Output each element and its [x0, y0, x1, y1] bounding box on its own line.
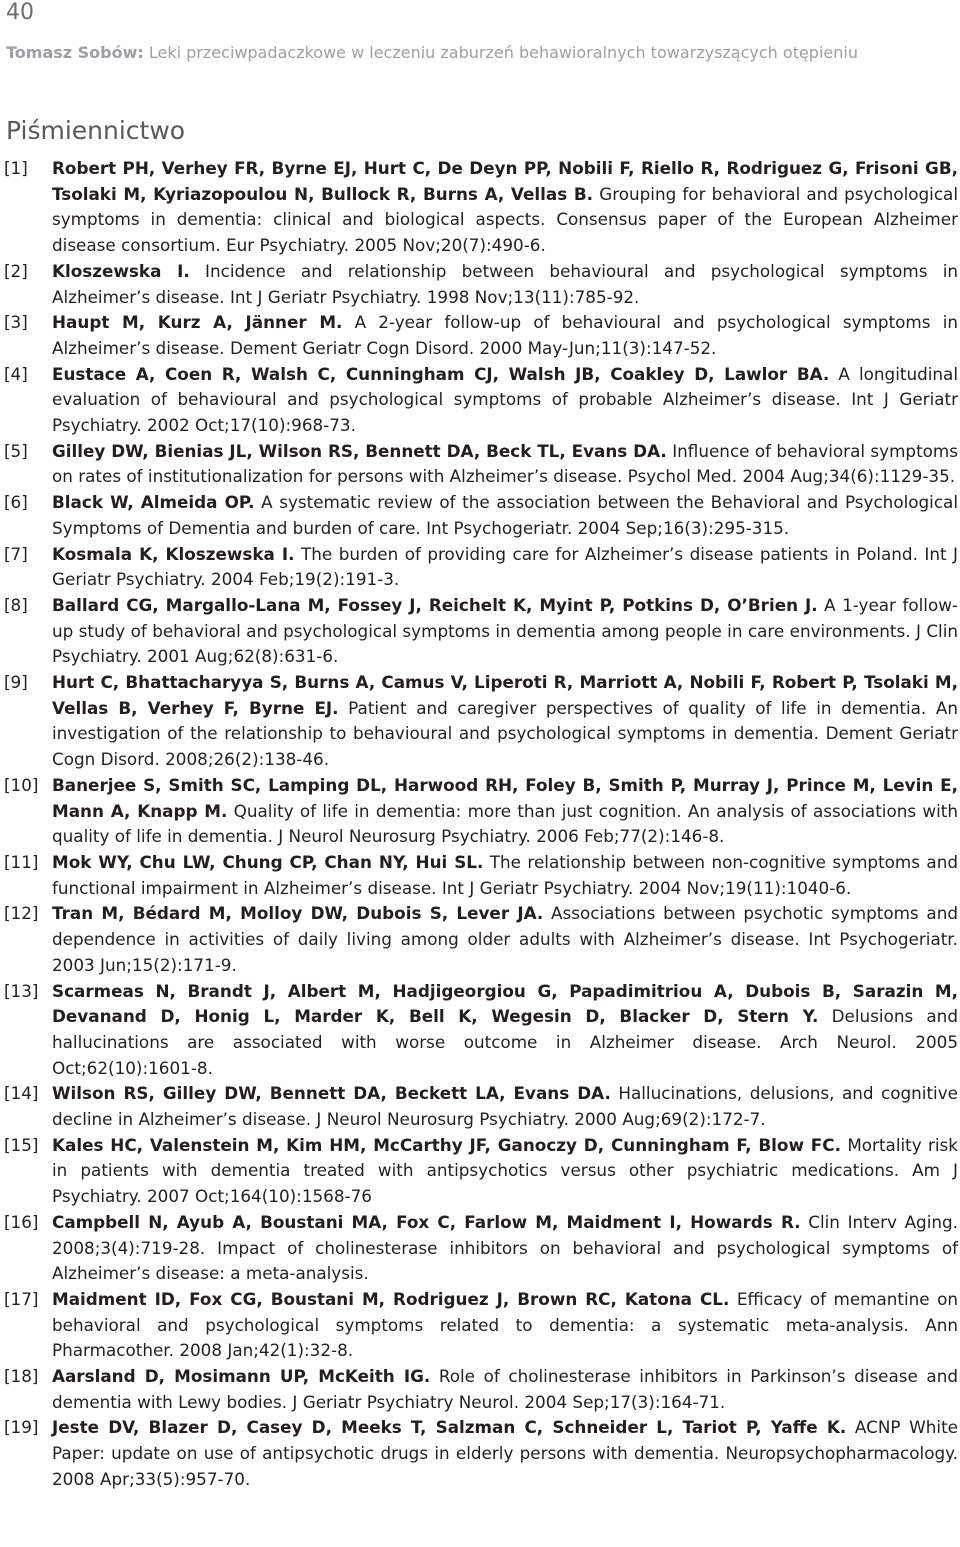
reference-authors: Scarmeas N, Brandt J, Albert M, Hadjigeorgiou G, Papadimitriou A, Dubois B, Sarazin M, Devanand D, Honig L, Marder K, Bell K, Wegesin D, Blacker D, Stern Y.: [52, 980, 958, 1027]
reference-number: [12]: [4, 903, 39, 924]
reference-item: [4, 1210, 958, 1287]
reference-citation: The relationship between non-cognitive symptoms and functional impairment in Alzheimer’s disease. Int J Geriatr Psychiatry. 2004 Nov;19(11):1040-6.: [52, 851, 959, 898]
reference-citation: Clin Interv Aging. 2008;3(4):719-28. Impact of cholinesterase inhibitors on behavioral and psychological symptoms of Alzheimer’s disease: a meta-analysis.: [52, 1211, 958, 1284]
reference-authors: Aarsland D, Mosimann UP, McKeith IG.: [52, 1366, 431, 1387]
reference-item: [4, 1364, 958, 1415]
reference-item: [4, 773, 958, 850]
reference-citation: Influence of behavioral symptoms on rates of institutionalization for persons with Alzheimer’s disease. Psychol Med. 2004 Aug;34(6):1129-35.: [52, 440, 959, 487]
reference-item: [4, 362, 958, 439]
reference-number: [9]: [4, 672, 28, 693]
reference-number: [6]: [4, 492, 28, 513]
reference-list: [4, 156, 958, 1493]
reference-item: [4, 850, 958, 901]
reference-item: [4, 490, 958, 541]
reference-citation: A longitudinal evaluation of behavioural and psychological symptoms of probable Alzheimer’s disease. Int J Geriatr Psychiatry. 2002 Oct;17(10):968-73.: [52, 363, 958, 436]
reference-item: [4, 542, 958, 593]
reference-item: [4, 670, 958, 773]
reference-authors: Haupt M, Kurz A, Jänner M.: [52, 312, 343, 333]
reference-item: [4, 901, 958, 978]
reference-citation: Role of cholinesterase inhibitors in Parkinson’s disease and dementia with Lewy bodies. J Geriatr Psychiatry Neurol. 2004 Sep;17(3):164-71.: [52, 1366, 958, 1412]
reference-citation: Patient and caregiver perspectives of quality of life in dementia. An investigation of the relationship to behavioural and psychological symptoms in dementia. Dement Geriatr Cogn Disord. 2008;26(2):138-46.: [52, 697, 958, 770]
reference-citation: ACNP White Paper: update on use of antipsychotic drugs in elderly persons with dementia. Neuropsychopharmacology. 2008 Apr;33(5):957-70.: [52, 1417, 958, 1489]
reference-number: [18]: [4, 1366, 39, 1387]
reference-item: [4, 979, 958, 1082]
reference-authors: Kosmala K, Kloszewska I.: [52, 543, 295, 564]
running-head: [6, 42, 858, 64]
reference-authors: Jeste DV, Blazer D, Casey D, Meeks T, Salzman C, Schneider L, Tariot P, Yaffe K.: [52, 1417, 847, 1438]
reference-item: [4, 1415, 958, 1492]
reference-citation: Efficacy of memantine on behavioral and psychological symptoms related to dementia: a systematic meta-analysis. Ann Pharmacother. 2008 Jan;42(1):32-8.: [52, 1288, 958, 1361]
page-number: 40: [6, 0, 34, 25]
reference-authors: Tran M, Bédard M, Molloy DW, Dubois S, Lever JA.: [52, 903, 544, 924]
reference-citation: Mortality risk in patients with dementia treated with antipsychotics versus other psychiatric medications. Am J Psychiatry. 2007 Oct;164(10):1568-76: [52, 1134, 959, 1207]
reference-authors: Kales HC, Valenstein M, Kim HM, McCarthy JF, Ganoczy D, Cunningham F, Blow FC.: [52, 1134, 841, 1155]
reference-authors: Maidment ID, Fox CG, Boustani M, Rodriguez J, Brown RC, Katona CL.: [52, 1288, 730, 1309]
reference-citation: Quality of life in dementia: more than just cognition. An analysis of associations with quality of life in dementia. J Neurol Neurosurg Psychiatry. 2006 Feb;77(2):146-8.: [52, 800, 958, 847]
running-head-title: Leki przeciwpadaczkowe w leczeniu zaburzeń behawioralnych towarzyszących otępieniu: [148, 43, 858, 62]
reference-citation: Hallucinations, delusions, and cognitive decline in Alzheimer’s disease. J Neurol Neurosurg Psychiatry. 2000 Aug;69(2):172-7.: [52, 1083, 958, 1130]
reference-number: [16]: [4, 1211, 39, 1232]
reference-number: [19]: [4, 1417, 39, 1438]
reference-number: [5]: [4, 440, 28, 461]
reference-citation: The burden of providing care for Alzheimer’s disease patients in Poland. Int J Geriatr Psychiatry. 2004 Feb;19(2):191-3.: [52, 543, 958, 590]
reference-authors: Wilson RS, Gilley DW, Bennett DA, Beckett LA, Evans DA.: [52, 1083, 611, 1104]
reference-number: [8]: [4, 594, 28, 615]
reference-citation: A 2-year follow-up of behavioural and psychological symptoms in Alzheimer’s disease. Dement Geriatr Cogn Disord. 2000 May-Jun;11(3):147-52.: [52, 312, 958, 358]
reference-number: [2]: [4, 260, 28, 281]
reference-authors: Black W, Almeida OP.: [52, 492, 255, 513]
reference-item: [4, 439, 958, 490]
reference-number: [14]: [4, 1083, 39, 1104]
reference-citation: Delusions and hallucinations are associated with worse outcome in Alzheimer disease. Arch Neurol. 2005 Oct;62(10):1601-8.: [52, 1006, 958, 1078]
reference-citation: A 1-year follow-up study of behavioral and psychological symptoms in dementia among people in care environments. J Clin Psychiatry. 2001 Aug;62(8):631-6.: [52, 594, 958, 667]
section-title: Piśmiennictwo: [6, 116, 186, 145]
reference-item: [4, 593, 958, 670]
reference-number: [13]: [4, 980, 39, 1001]
reference-authors: Robert PH, Verhey FR, Byrne EJ, Hurt C, De Deyn PP, Nobili F, Riello R, Rodriguez G, Frisoni GB, Tsolaki M, Kyriazopoulou N, Bullock R, Burns A, Vellas B.: [52, 158, 958, 204]
reference-item: [4, 1287, 958, 1364]
reference-authors: Eustace A, Coen R, Walsh C, Cunningham CJ, Walsh JB, Coakley D, Lawlor BA.: [52, 363, 830, 384]
reference-number: [7]: [4, 543, 28, 564]
reference-citation: Incidence and relationship between behavioural and psychological symptoms in Alzheimer’s disease. Int J Geriatr Psychiatry. 1998 Nov;13(11):785-92.: [52, 260, 958, 307]
reference-citation: Associations between psychotic symptoms and dependence in activities of daily living among older adults with Alzheimer’s disease. Int Psychogeriatr. 2003 Jun;15(2):171-9.: [52, 903, 958, 975]
reference-number: [10]: [4, 774, 39, 795]
reference-number: [1]: [4, 158, 28, 178]
reference-authors: Banerjee S, Smith SC, Lamping DL, Harwood RH, Foley B, Smith P, Murray J, Prince M, Levin E, Mann A, Knapp M.: [52, 774, 958, 821]
reference-authors: Campbell N, Ayub A, Boustani MA, Fox C, Farlow M, Maidment I, Howards R.: [52, 1211, 801, 1232]
reference-item: [4, 259, 958, 310]
reference-item: [4, 1133, 958, 1210]
reference-citation: Grouping for behavioral and psychological symptoms in dementia: clinical and biological aspects. Consensus paper of the European Alzheimer disease consortium. Eur Psychiatry. 2005 Nov;20(7):490-6.: [52, 183, 959, 256]
reference-authors: Hurt C, Bhattacharyya S, Burns A, Camus V, Liperoti R, Marriott A, Nobili F, Robert P, Tsolaki M, Vellas B, Verhey F, Byrne EJ.: [52, 672, 958, 718]
running-head-author: Tomasz Sobów:: [6, 43, 144, 62]
reference-number: [17]: [4, 1288, 39, 1309]
reference-item: [4, 156, 958, 259]
reference-authors: Gilley DW, Bienias JL, Wilson RS, Bennett DA, Beck TL, Evans DA.: [52, 440, 667, 461]
reference-number: [3]: [4, 312, 28, 333]
reference-authors: Mok WY, Chu LW, Chung CP, Chan NY, Hui SL.: [52, 851, 484, 872]
reference-item: [4, 1081, 958, 1132]
reference-citation: A systematic review of the association between the Behavioral and Psychological Symptoms of Dementia and burden of care. Int Psychogeriatr. 2004 Sep;16(3):295-315.: [52, 492, 958, 538]
reference-number: [4]: [4, 363, 28, 384]
reference-number: [15]: [4, 1134, 39, 1155]
reference-authors: Ballard CG, Margallo-Lana M, Fossey J, Reichelt K, Myint P, Potkins D, O’Brien J.: [52, 594, 818, 615]
reference-authors: Kloszewska I.: [52, 260, 190, 281]
reference-number: [11]: [4, 851, 39, 872]
reference-item: [4, 310, 958, 361]
